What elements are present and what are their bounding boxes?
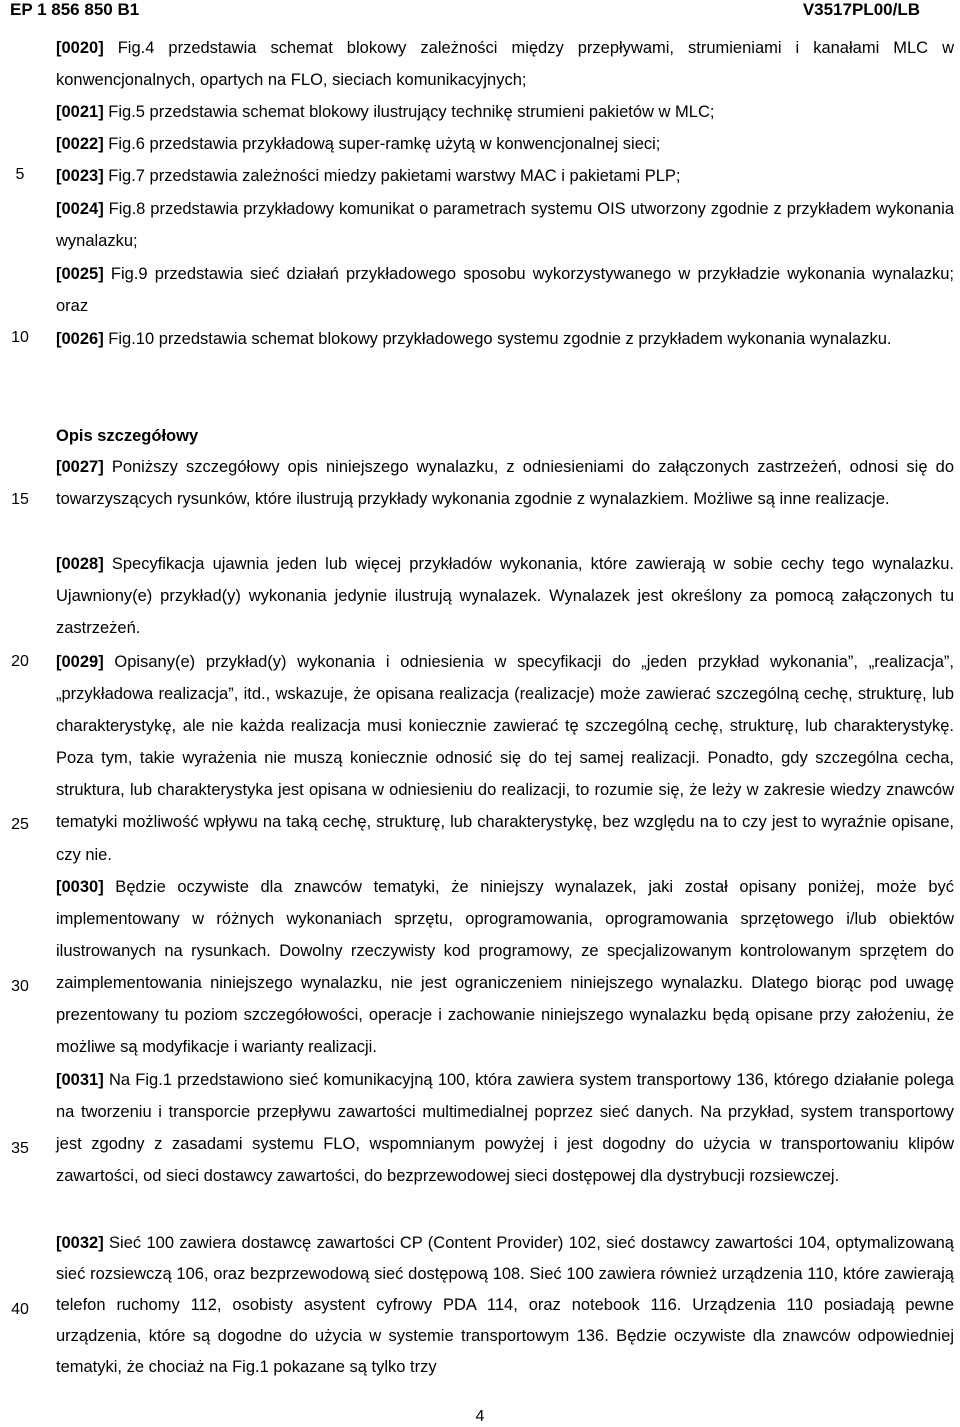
paragraph-number: [0027] (56, 458, 104, 476)
paragraph-number: [0031] (56, 1071, 104, 1089)
paragraph-number: [0020] (56, 39, 104, 57)
line-number: 15 (11, 491, 29, 508)
paragraph-text: Fig.8 przedstawia przykładowy komunikat o parametrach systemu OIS utworzony zgodnie z przykładem wykonania wynalazku; (56, 200, 954, 251)
paragraph-number: [0026] (56, 330, 104, 348)
paragraph-0030 (56, 871, 954, 1064)
paragraph-text: Sieć 100 zawiera dostawcę zawartości CP (Content Provider) 102, sieć dostawcy zawartości 104, optymalizowaną sieć rozsiewczą 106, oraz bezprzewodową sieć dostępową 108. Sieć 100 zawiera również urządzenia 110, które zawierają telefon ruchomy 112, osobisty asystent cyfrowy PDA 114, oraz notebook 116. Urządzenia 110 posiadają pewne urządzenia, które są dogodne do użycia w systemie transportowym 136. Będzie oczywiste dla znawców odpowiedniej tematyki, że chociaż na Fig.1 pokazane są tylko trzy (56, 1234, 954, 1376)
paragraph-text: Fig.4 przedstawia schemat blokowy zależności między przepływami, strumieniami i kanałami MLC w konwencjonalnych, opartych na FLO, sieciach komunikacyjnych; (56, 39, 954, 90)
paragraph-0023 (56, 160, 954, 192)
paragraph-0025 (56, 258, 954, 322)
paragraph-text: Fig.6 przedstawia przykładową super-ramkę użytą w konwencjonalnej sieci; (103, 135, 661, 153)
paragraph-text: Poniższy szczegółowy opis niniejszego wynalazku, z odniesieniami do załączonych zastrzeżeń, odnosi się do towarzyszących rysunków, które ilustrują przykłady wykonania zgodnie z wynalazkiem. Możliwe są inne realizacje. (56, 458, 954, 509)
paragraph-0024 (56, 193, 954, 257)
line-number: 35 (11, 1140, 29, 1157)
line-number: 40 (11, 1301, 29, 1318)
paragraph-0032 (56, 1228, 954, 1383)
paragraph-0027 (56, 451, 954, 515)
paragraph-number: [0025] (56, 265, 104, 283)
paragraph-number: [0024] (56, 200, 104, 218)
paragraph-text: Fig.10 przedstawia schemat blokowy przykładowego systemu zgodnie z przykładem wykonania wynalazku. (103, 330, 892, 348)
paragraph-0031 (56, 1064, 954, 1192)
line-number: 10 (11, 329, 29, 346)
paragraph-0029 (56, 646, 954, 871)
paragraph-number: [0021] (56, 103, 104, 121)
patent-number: EP 1 856 850 B1 (10, 0, 140, 19)
paragraph-text: Na Fig.1 przedstawiono sieć komunikacyjną 100, która zawiera system transportowy 136, którego działanie polega na tworzeniu i transporcie przepływu zawartości multimedialnej poprzez sieć danych. Na przykład, system transportowy jest zgodny z zasadami systemu FLO, wspomnianym powyżej i jest dogodny do użycia w transportowaniu klipów zawartości, od sieci dostawcy zawartości, do bezprzewodowej sieci dostępowej dla dystrybucji rozsiewczej. (56, 1071, 954, 1186)
paragraph-0026 (56, 323, 954, 355)
paragraph-0020 (56, 32, 954, 96)
paragraph-0028 (56, 548, 954, 644)
paragraph-text: Będzie oczywiste dla znawców tematyki, że niniejszy wynalazek, jaki został opisany poniżej, może być implementowany w różnych wykonaniach sprzętu, oprogramowania, oprogramowania sprzętowego i/lub obiektów ilustrowanych na rysunkach. Dowolny rzeczywisty kod programowy, ze specjalizowanym kontrolowanym sprzętem do zaimplementowania niniejszego wynalazku, nie jest ograniczeniem niniejszego wynalazku. Dlatego biorąc pod uwagę prezentowany tu poziom szczegółowości, operacje i zachowanie niniejszego wynalazku będą opisane przy założeniu, że możliwe są modyfikacje i warianty realizacji. (56, 878, 954, 1057)
paragraph-number: [0023] (56, 167, 104, 185)
paragraph-number: [0029] (56, 653, 104, 671)
paragraph-number: [0032] (56, 1234, 104, 1252)
line-number: 30 (11, 978, 29, 995)
line-number: 20 (11, 653, 29, 670)
page-number: 4 (475, 1408, 485, 1425)
paragraph-text: Opisany(e) przykład(y) wykonania i odniesienia w specyfikacji do „jeden przykład wykonania”, „realizacja”, „przykładowa realizacja”, itd., wskazuje, że opisana realizacja (realizacje) może zawierać szczególną cechę, strukturę, lub charakterystykę, ale nie każda realizacja musi koniecznie zawierać tę szczególną cechę, strukturę, lub charakterystykę. Poza tym, takie wyrażenia nie muszą koniecznie odnosić się do tej samej realizacji. Ponadto, gdy szczególna cecha, struktura, lub charakterystyka jest opisana w odniesieniu do realizacji, to rozumie się, że leży w zakresie wiedzy znawców tematyki możliwość wpływu na taką cechę, strukturę, lub charakterystykę, bez względu na to czy jest to wyraźnie opisane, czy nie. (56, 653, 954, 864)
paragraph-text: Fig.5 przedstawia schemat blokowy ilustrujący technikę strumieni pakietów w MLC; (103, 103, 715, 121)
paragraph-number: [0030] (56, 878, 104, 896)
paragraph-number: [0028] (56, 555, 104, 573)
paragraph-number: [0022] (56, 135, 104, 153)
paragraph-0022 (56, 128, 954, 160)
paragraph-text: Fig.7 przedstawia zależności miedzy pakietami warstwy MAC i pakietami PLP; (103, 167, 681, 185)
section-heading: Opis szczegółowy (56, 427, 199, 445)
paragraph-0021 (56, 96, 954, 128)
paragraph-text: Fig.9 przedstawia sieć działań przykładowego sposobu wykorzystywanego w przykładzie wykonania wynalazku; oraz (56, 265, 954, 316)
line-number: 25 (11, 816, 29, 833)
paragraph-text: Specyfikacja ujawnia jeden lub więcej przykładów wykonania, które zawierają w sobie cechy tego wynalazku. Ujawniony(e) przykład(y) wykonania jedynie ilustrują wynalazek. Wynalazek jest określony za pomocą załączonych tu zastrzeżeń. (56, 555, 954, 638)
line-number: 5 (15, 166, 25, 183)
document-reference: V3517PL00/LB (802, 0, 920, 19)
